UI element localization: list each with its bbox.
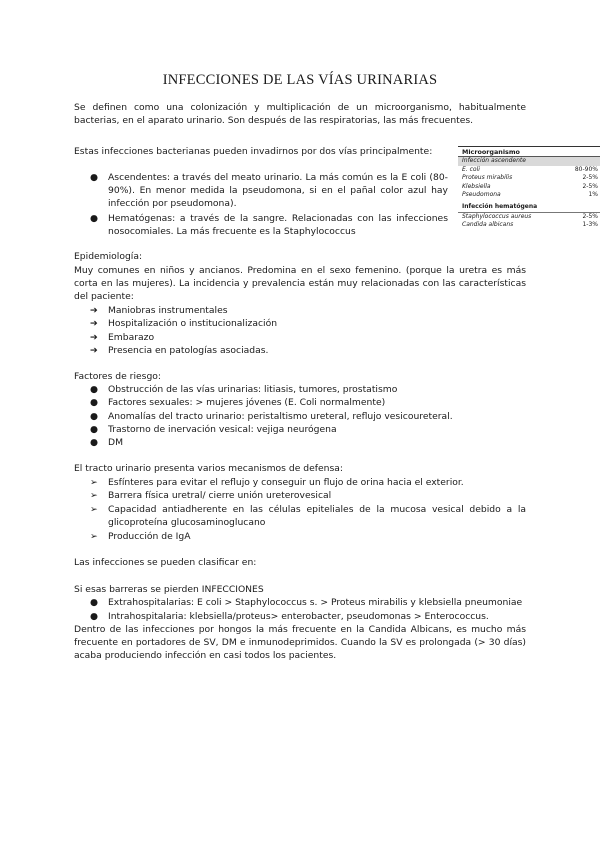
vias-item-hematogenas: Hematógenas: a través de la sangre. Relacionadas con las infecciones nosocomiales. La más frecuente es la Staphylococcus	[108, 213, 448, 238]
chevron-marker: ➢	[90, 504, 98, 515]
list-item: ● Extrahospitalarias: E coli > Staphylococcus s. > Proteus mirabilis y klebsiella pneumoniae	[90, 597, 523, 608]
list-item: ● Trastorno de inervación vesical: vejiga neurógena	[90, 424, 337, 435]
arrow-marker: ➔	[90, 305, 98, 316]
page-title: INFECCIONES DE LAS VÍAS URINARIAS	[162, 72, 438, 88]
bullet-marker: ●	[90, 424, 99, 435]
list-item: ➢ Esfínteres para evitar el reflujo y conseguir un flujo de orina hacia el exterior.	[90, 477, 464, 488]
arrow-marker: ➔	[90, 332, 98, 343]
table-row: E. coli 80-90%	[462, 165, 598, 173]
list-item	[90, 171, 448, 211]
table-row: Pseudomona 1%	[462, 191, 598, 199]
barreras-label: Si esas barreras se pierden INFECCIONES	[74, 584, 264, 595]
list-item: ➢ Capacidad antiadherente en las células epiteliales de la mucosa vesical debido a la glicoproteína glucosaminoglucano	[90, 504, 526, 529]
list-item: ➢ Barrera física uretral/ cierre unión ureterovesical	[90, 490, 332, 501]
arrow-marker: ➔	[90, 345, 98, 356]
chevron-marker: ➢	[90, 477, 98, 488]
table-row: Klebsiella 2-5%	[462, 182, 598, 190]
table-row: Staphylococcus aureus 2-5%	[462, 212, 598, 220]
clasificacion-label: Las infecciones se pueden clasificar en:	[74, 557, 257, 568]
epidemiologia-paragraph: Muy comunes en niños y ancianos. Predomina en el sexo femenino. (porque la uretra es más corta en las mujeres). La incidencia y prevalencia están muy relacionadas con las características del paciente:	[74, 265, 526, 303]
hongos-paragraph: Dentro de las infecciones por hongos la más frecuente en la Candida Albicans, es mucho más frecuente en portadores de SV, DM e inmunodeprimidos. Cuando la SV es prolongada (> 30 días) acaba produciendo infección en casi todos los pacientes.	[74, 624, 526, 662]
epidemiologia-label: Epidemiología:	[74, 251, 143, 262]
chevron-marker: ➢	[90, 490, 98, 501]
list-item: ● Anomalías del tracto urinario: peristaltismo ureteral, reflujo vesicoureteral.	[90, 411, 453, 422]
bullet-marker: ●	[90, 597, 99, 608]
table-subheader-hematogena: Infección hematógena	[458, 203, 600, 212]
table-header: Microorganismo	[458, 146, 600, 157]
table-subheader-ascendente: Infección ascendente	[458, 157, 600, 165]
list-item: ➢ Producción de IgA	[90, 531, 191, 542]
list-item	[90, 212, 448, 238]
bullet-marker: ●	[90, 213, 99, 224]
list-item: ➔ Presencia en patologías asociadas.	[90, 345, 269, 356]
arrow-marker: ➔	[90, 318, 98, 329]
table-row: Proteus mirabilis 2-5%	[462, 174, 598, 182]
bullet-marker: ●	[90, 397, 99, 408]
bullet-marker: ●	[90, 411, 99, 422]
vias-intro: Estas infecciones bacterianas pueden invadirnos por dos vías principalmente:	[74, 146, 433, 157]
bullet-marker: ●	[90, 611, 99, 622]
list-item: ➔ Maniobras instrumentales	[90, 305, 228, 316]
list-item: ➔ Embarazo	[90, 332, 155, 343]
bullet-marker: ●	[90, 437, 99, 448]
list-item: ● Obstrucción de las vías urinarias: litiasis, tumores, prostatismo	[90, 384, 398, 395]
microorganism-table	[458, 146, 600, 230]
factores-riesgo-label: Factores de riesgo:	[74, 371, 162, 382]
table-row: Candida albicans 1-3%	[462, 221, 598, 229]
bullet-marker: ●	[90, 384, 99, 395]
list-item: ➔ Hospitalización o institucionalización	[90, 318, 278, 329]
bullet-marker: ●	[90, 172, 99, 183]
intro-paragraph: Se definen como una colonización y multiplicación de un microorganismo, habitualmente bacterias, en el aparato urinario. Son después de las respiratorias, las más frecuentes.	[74, 102, 526, 127]
chevron-marker: ➢	[90, 531, 98, 542]
list-item: ● DM	[90, 437, 124, 448]
list-item: ● Intrahospitalaria: klebsiella/proteus> enterobacter, pseudomonas > Enterococcus.	[90, 611, 489, 622]
list-item: ● Factores sexuales: > mujeres jóvenes (E. Coli normalmente)	[90, 397, 386, 408]
vias-item-ascendentes: Ascendentes: a través del meato urinario. La más común es la E coli (80-90%). En menor medida la pseudomona, si en el pañal color azul hay infección por pseudomona).	[108, 172, 448, 210]
defensa-label: El tracto urinario presenta varios mecanismos de defensa:	[74, 463, 343, 474]
